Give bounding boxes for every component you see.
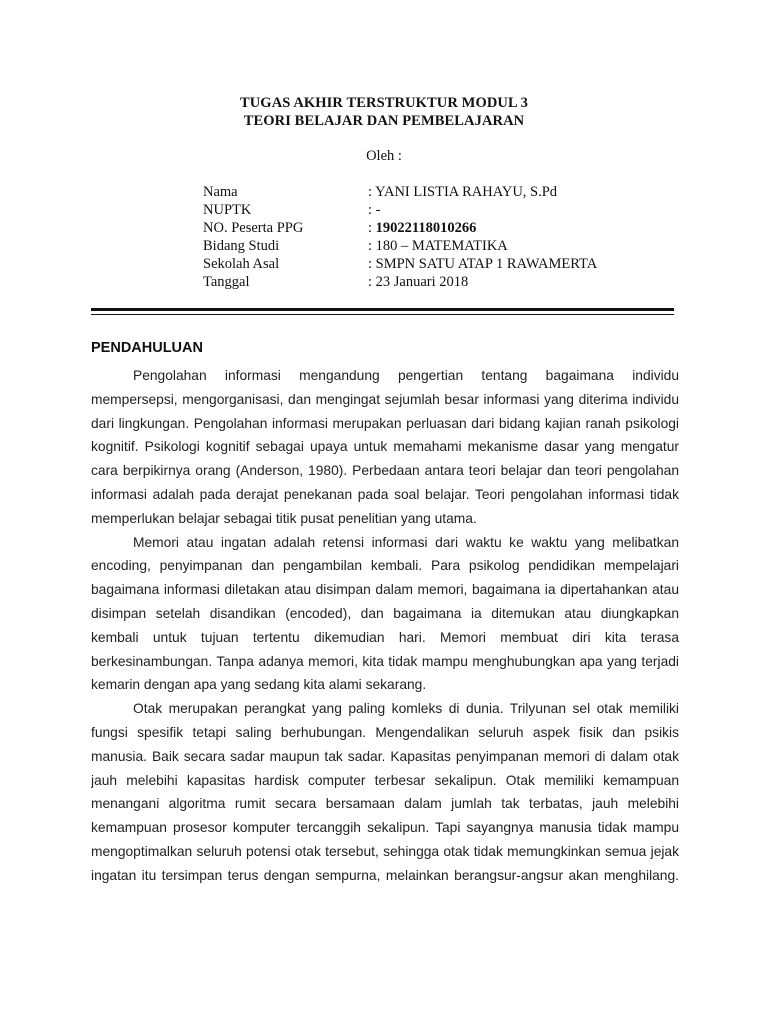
meta-value: : -: [368, 202, 381, 218]
paragraph-line: mempersepsi, mengorganisasi, dan mengingat sejumlah besar informasi yang diterima individu: [91, 391, 679, 407]
paragraph-line: encoding, penyimpanan dan pengambilan kembali. Para psikolog pendidikan mempelajari: [91, 558, 679, 574]
body-text: [91, 364, 679, 888]
paragraph-line: kemarin dengan apa yang sedang kita alami sekarang.: [91, 677, 427, 693]
document-title-line-1: TUGAS AKHIR TERSTRUKTUR MODUL 3: [239, 95, 529, 111]
paragraph-line: bagaimana informasi diletakan atau disimpan dalam memori, bagaimana ia dipertahankan atau: [91, 582, 679, 598]
meta-label: Nama: [203, 184, 238, 200]
meta-row-bidang-studi: [203, 237, 683, 255]
paragraph-line: menangani algoritma rumit secara bersamaan dalam jumlah tak terbatas, jauh melebihi: [91, 796, 679, 812]
paragraph-line: Memori atau ingatan adalah retensi informasi dari waktu ke waktu yang melibatkan: [133, 534, 679, 550]
meta-label: NUPTK: [203, 202, 252, 218]
meta-value-prefix: :: [368, 220, 376, 236]
meta-row-tanggal: [203, 273, 683, 291]
paragraph-line: berkesinambungan. Tanpa adanya memori, kita tidak mampu menghubungkan apa yang terjadi: [91, 653, 679, 669]
paragraph-1: [91, 364, 679, 531]
section-heading: PENDAHULUAN: [91, 340, 203, 356]
paragraph-line: kemampuan prosesor komputer tercanggih sekalipun. Tapi sayangnya manusia tidak mampu: [91, 820, 679, 836]
meta-row-nuptk: [203, 201, 683, 219]
paragraph-line: kembali untuk tujuan tertentu dikemudian hari. Memori membuat diri kita terasa: [91, 629, 679, 645]
document-title-line-2: TEORI BELAJAR DAN PEMBELAJARAN: [243, 113, 525, 129]
paragraph-2: [91, 531, 679, 698]
author-info-block: [203, 183, 683, 291]
paragraph-line: mengoptimalkan seluruh potensi otak tersebut, sehingga otak tidak memungkinkan semua jejak: [91, 843, 679, 859]
meta-label: Sekolah Asal: [203, 256, 280, 272]
peserta-number: 19022118010266: [375, 220, 477, 236]
paragraph-line: informasi adalah pada derajat penekanan pada soal belajar. Teori pengolahan informasi tidak: [91, 486, 679, 502]
meta-value: : YANI LISTIA RAHAYU, S.Pd: [368, 184, 558, 200]
meta-value: : SMPN SATU ATAP 1 RAWAMERTA: [368, 256, 598, 272]
meta-value: [368, 219, 476, 237]
paragraph-line: memperlukan belajar sebagai titik pusat penelitian yang utama.: [91, 510, 477, 526]
meta-label: NO. Peserta PPG: [203, 220, 304, 236]
paragraph-line: disimpan setelah disandikan (encoded), dan bagaimana ia ditemukan atau diungkapkan: [91, 605, 679, 621]
meta-row-nama: [203, 183, 683, 201]
paragraph-line: dari lingkungan. Pengolahan informasi merupakan perluasan dari bidang kajian ranah psikologi: [91, 415, 679, 431]
meta-label: Tanggal: [203, 274, 250, 290]
divider-thin: [91, 314, 674, 315]
meta-row-sekolah-asal: [203, 255, 683, 273]
divider-thick: [91, 308, 674, 311]
paragraph-line: kognitif. Psikologi kognitif sebagai upaya untuk memahami mekanisme dasar yang mengatur: [91, 439, 679, 455]
paragraph-line: Pengolahan informasi mengandung pengertian tentang bagaimana individu: [133, 368, 679, 383]
paragraph-line: jauh melebihi kapasitas hardisk computer terbesar sekalipun. Otak memiliki kemampuan: [91, 772, 679, 788]
paragraph-line: manusia. Baik secara sadar maupun tak sadar. Kapasitas penyimpanan memori di dalam otak: [91, 748, 679, 764]
by-label: Oleh :: [366, 148, 402, 164]
meta-value: : 23 Januari 2018: [368, 274, 469, 290]
paragraph-line: fungsi spesifik tetapi saling berhubungan. Mengendalikan seluruh aspek fisik dan psikis: [91, 724, 679, 740]
paragraph-line: ingatan itu tersimpan terus dengan sempurna, melainkan berangsur-angsur akan menghilang.: [91, 867, 679, 883]
paragraph-3: [91, 697, 679, 887]
paragraph-line: Otak merupakan perangkat yang paling komleks di dunia. Trilyunan sel otak memiliki: [133, 701, 679, 717]
meta-label: Bidang Studi: [203, 238, 280, 254]
meta-row-peserta: [203, 219, 683, 237]
meta-value: : 180 – MATEMATIKA: [368, 238, 508, 254]
paragraph-line: cara berpikirnya orang (Anderson, 1980). Perbedaan antara teori belajar dan teori pengolahan: [91, 463, 679, 479]
